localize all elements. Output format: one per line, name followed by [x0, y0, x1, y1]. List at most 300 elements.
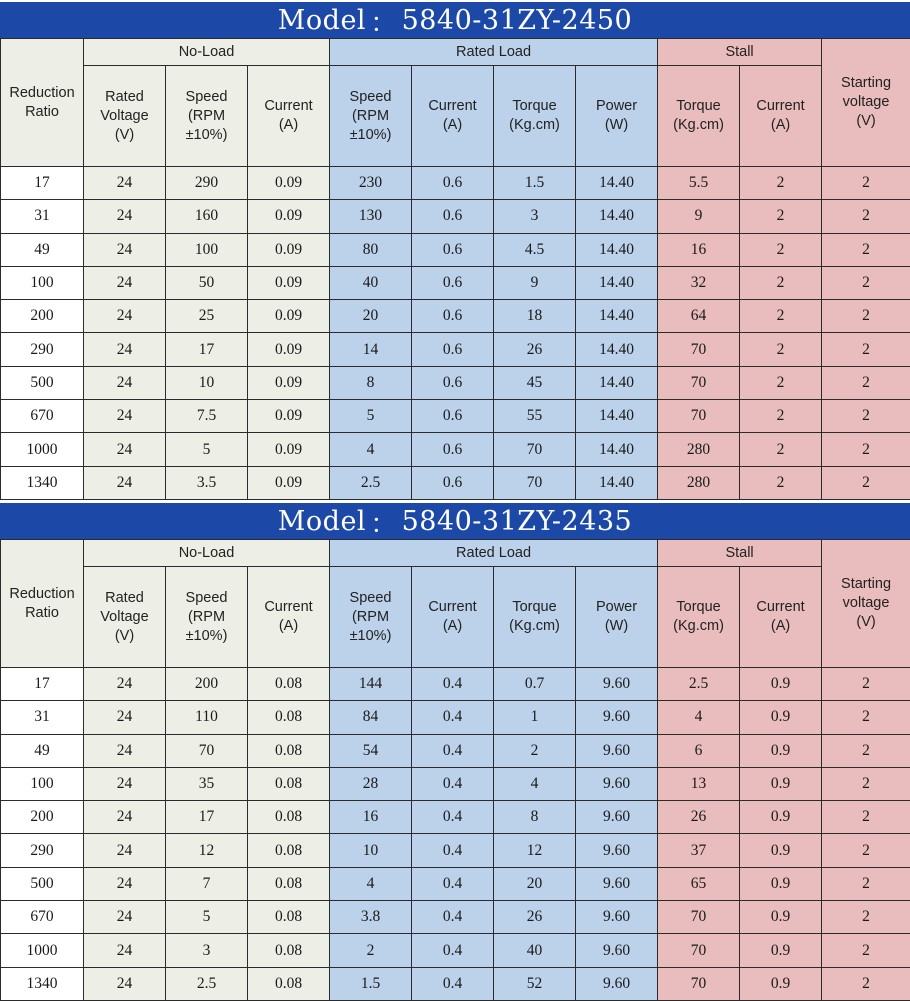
- table-cell: 24: [84, 901, 166, 934]
- table-cell: 0.4: [412, 867, 494, 900]
- table-cell: 0.9: [740, 701, 822, 734]
- table-row: [1, 200, 910, 233]
- table-cell: 0.08: [248, 734, 330, 767]
- header-column-line: ±10%): [350, 628, 392, 644]
- header-column: [740, 66, 822, 167]
- table-cell: 0.4: [412, 967, 494, 1000]
- table-cell: 4: [494, 767, 576, 800]
- table-cell: 24: [84, 734, 166, 767]
- table-cell: 110: [166, 701, 248, 734]
- header-column: [248, 66, 330, 167]
- table-cell: 0.09: [248, 233, 330, 266]
- table-cell: 9: [658, 200, 740, 233]
- table-cell: 2: [822, 200, 910, 233]
- table-cell: 0.6: [412, 200, 494, 233]
- header-starting-voltage-line: (V): [856, 614, 875, 630]
- header-column: [412, 66, 494, 167]
- header-column-line: (W): [605, 117, 628, 133]
- table-cell: 200: [1, 801, 84, 834]
- table-cell: 2.5: [166, 967, 248, 1000]
- table-cell: 13: [658, 767, 740, 800]
- spec-table: [0, 38, 910, 500]
- table-cell: 0.08: [248, 967, 330, 1000]
- table-cell: 12: [166, 834, 248, 867]
- table-cell: 2: [822, 834, 910, 867]
- table-cell: 80: [330, 233, 412, 266]
- table-cell: 0.6: [412, 233, 494, 266]
- table-cell: 4.5: [494, 233, 576, 266]
- table-cell: 0.4: [412, 668, 494, 701]
- table-cell: 0.08: [248, 867, 330, 900]
- header-starting-voltage-line: Starting: [841, 75, 891, 91]
- table-cell: 9.60: [576, 967, 658, 1000]
- header-group-no-load: No-Load: [84, 540, 330, 567]
- header-starting-voltage: [822, 540, 910, 668]
- table-cell: 7: [166, 867, 248, 900]
- table-row: [1, 801, 910, 834]
- table-cell: 0.09: [248, 466, 330, 499]
- table-cell: 9.60: [576, 767, 658, 800]
- header-reduction-ratio-line: Reduction: [9, 85, 74, 101]
- table-cell: 2: [822, 801, 910, 834]
- header-column: [576, 567, 658, 668]
- table-cell: 64: [658, 300, 740, 333]
- table-cell: 31: [1, 701, 84, 734]
- header-column: [412, 567, 494, 668]
- header-column: [166, 567, 248, 668]
- table-cell: 144: [330, 668, 412, 701]
- table-cell: 0.09: [248, 167, 330, 200]
- table-cell: 2: [740, 400, 822, 433]
- header-group-stall: Stall: [658, 540, 822, 567]
- table-cell: 24: [84, 701, 166, 734]
- header-column-line: Current: [428, 599, 476, 615]
- header-column: [248, 567, 330, 668]
- table-cell: 37: [658, 834, 740, 867]
- header-column-line: ±10%): [350, 127, 392, 143]
- table-cell: 25: [166, 300, 248, 333]
- table-cell: 3: [494, 200, 576, 233]
- table-cell: 24: [84, 400, 166, 433]
- header-reduction-ratio: [1, 540, 84, 668]
- table-cell: 0.7: [494, 668, 576, 701]
- table-cell: 20: [330, 300, 412, 333]
- table-cell: 14.40: [576, 400, 658, 433]
- table-row: [1, 400, 910, 433]
- table-row: [1, 167, 910, 200]
- table-cell: 14.40: [576, 200, 658, 233]
- table-cell: 35: [166, 767, 248, 800]
- table-cell: 24: [84, 967, 166, 1000]
- header-column: [740, 567, 822, 668]
- table-cell: 14.40: [576, 466, 658, 499]
- header-column-line: Rated: [105, 590, 144, 606]
- table-cell: 14.40: [576, 333, 658, 366]
- table-cell: 5: [330, 400, 412, 433]
- table-cell: 52: [494, 967, 576, 1000]
- table-cell: 2: [822, 701, 910, 734]
- table-cell: 230: [330, 167, 412, 200]
- table-cell: 290: [166, 167, 248, 200]
- table-cell: 1340: [1, 967, 84, 1000]
- table-cell: 26: [658, 801, 740, 834]
- table-cell: 2: [740, 366, 822, 399]
- table-row: [1, 668, 910, 701]
- table-cell: 16: [330, 801, 412, 834]
- table-cell: 290: [1, 333, 84, 366]
- table-cell: 24: [84, 934, 166, 967]
- table-cell: 7.5: [166, 400, 248, 433]
- header-column-line: Speed: [186, 89, 228, 105]
- table-row: [1, 834, 910, 867]
- model-label: Model: [278, 506, 366, 537]
- header-column-line: Power: [596, 98, 637, 114]
- table-cell: 290: [1, 834, 84, 867]
- header-column: [658, 567, 740, 668]
- table-cell: 0.09: [248, 433, 330, 466]
- header-column-line: (RPM: [188, 609, 225, 625]
- table-cell: 0.9: [740, 834, 822, 867]
- table-cell: 0.4: [412, 834, 494, 867]
- header-column-line: Current: [756, 98, 804, 114]
- table-cell: 0.6: [412, 300, 494, 333]
- header-column-line: Speed: [186, 590, 228, 606]
- table-cell: 70: [494, 433, 576, 466]
- header-group-no-load: No-Load: [84, 39, 330, 66]
- header-column-line: Speed: [350, 89, 392, 105]
- table-cell: 14.40: [576, 167, 658, 200]
- table-cell: 17: [166, 801, 248, 834]
- table-row: [1, 433, 910, 466]
- table-cell: 280: [658, 466, 740, 499]
- header-column-line: Torque: [676, 98, 720, 114]
- table-cell: 12: [494, 834, 576, 867]
- header-column: [330, 66, 412, 167]
- header-column-line: (A): [771, 618, 790, 634]
- spec-table: [0, 539, 910, 1001]
- header-column: [658, 66, 740, 167]
- header-column-row: [1, 66, 910, 167]
- header-column-line: Power: [596, 599, 637, 615]
- table-cell: 2.5: [658, 668, 740, 701]
- table-cell: 0.09: [248, 366, 330, 399]
- table-cell: 2: [822, 767, 910, 800]
- table-cell: 4: [330, 433, 412, 466]
- header-reduction-ratio-line: Reduction: [9, 586, 74, 602]
- table-cell: 5: [166, 433, 248, 466]
- table-cell: 55: [494, 400, 576, 433]
- table-cell: 24: [84, 233, 166, 266]
- table-cell: 0.08: [248, 767, 330, 800]
- table-cell: 70: [658, 366, 740, 399]
- header-column-line: (Kg.cm): [673, 618, 724, 634]
- table-cell: 24: [84, 767, 166, 800]
- header-column-line: (A): [279, 117, 298, 133]
- table-cell: 100: [1, 266, 84, 299]
- table-cell: 9.60: [576, 834, 658, 867]
- table-cell: 40: [494, 934, 576, 967]
- table-cell: 1000: [1, 934, 84, 967]
- table-cell: 26: [494, 333, 576, 366]
- table-cell: 70: [494, 466, 576, 499]
- table-cell: 0.6: [412, 366, 494, 399]
- table-row: [1, 701, 910, 734]
- table-cell: 70: [658, 901, 740, 934]
- table-cell: 3: [166, 934, 248, 967]
- table-cell: 0.08: [248, 934, 330, 967]
- model-separator: ：: [370, 1, 398, 40]
- header-column-line: (Kg.cm): [673, 117, 724, 133]
- table-cell: 0.6: [412, 333, 494, 366]
- table-row: [1, 967, 910, 1000]
- table-cell: 500: [1, 867, 84, 900]
- header-starting-voltage: [822, 39, 910, 167]
- table-row: [1, 767, 910, 800]
- table-cell: 0.09: [248, 300, 330, 333]
- table-cell: 0.08: [248, 901, 330, 934]
- table-cell: 2: [740, 333, 822, 366]
- model-number: 5840-31ZY-2435: [402, 506, 633, 537]
- table-cell: 2: [822, 266, 910, 299]
- table-row: [1, 300, 910, 333]
- table-cell: 0.08: [248, 701, 330, 734]
- table-cell: 2: [822, 934, 910, 967]
- table-cell: 0.4: [412, 801, 494, 834]
- table-cell: 70: [658, 400, 740, 433]
- header-column-line: Voltage: [100, 609, 148, 625]
- table-row: [1, 901, 910, 934]
- table-cell: 9.60: [576, 701, 658, 734]
- table-cell: 9.60: [576, 734, 658, 767]
- table-cell: 8: [330, 366, 412, 399]
- table-cell: 24: [84, 834, 166, 867]
- table-cell: 0.4: [412, 734, 494, 767]
- header-group-rated-load: Rated Load: [330, 540, 658, 567]
- table-cell: 6: [658, 734, 740, 767]
- header-starting-voltage-line: voltage: [843, 595, 890, 611]
- table-cell: 2: [822, 167, 910, 200]
- model-title: [0, 2, 910, 38]
- table-cell: 0.4: [412, 934, 494, 967]
- table-cell: 5.5: [658, 167, 740, 200]
- table-cell: 0.08: [248, 801, 330, 834]
- table-cell: 1000: [1, 433, 84, 466]
- table-cell: 1.5: [330, 967, 412, 1000]
- table-cell: 10: [166, 366, 248, 399]
- table-cell: 14.40: [576, 433, 658, 466]
- header-column-line: (A): [443, 618, 462, 634]
- table-cell: 2: [822, 867, 910, 900]
- table-cell: 5: [166, 901, 248, 934]
- header-column-line: (A): [443, 117, 462, 133]
- spec-block-1: [0, 2, 910, 500]
- table-cell: 16: [658, 233, 740, 266]
- table-cell: 0.09: [248, 400, 330, 433]
- table-cell: 70: [658, 967, 740, 1000]
- table-cell: 0.9: [740, 668, 822, 701]
- table-cell: 24: [84, 300, 166, 333]
- header-column-line: (V): [115, 127, 134, 143]
- header-column-line: (A): [279, 618, 298, 634]
- table-row: [1, 867, 910, 900]
- table-row: [1, 366, 910, 399]
- header-column: [330, 567, 412, 668]
- table-cell: 2: [822, 967, 910, 1000]
- table-cell: 100: [1, 767, 84, 800]
- header-column-line: Current: [264, 98, 312, 114]
- table-cell: 24: [84, 867, 166, 900]
- table-cell: 14.40: [576, 300, 658, 333]
- header-column: [494, 567, 576, 668]
- header-column-line: (W): [605, 618, 628, 634]
- header-reduction-ratio-line: Ratio: [25, 104, 59, 120]
- header-group-rated-load: Rated Load: [330, 39, 658, 66]
- table-cell: 45: [494, 366, 576, 399]
- table-cell: 0.4: [412, 901, 494, 934]
- table-row: [1, 734, 910, 767]
- table-cell: 2: [740, 200, 822, 233]
- header-column-line: Voltage: [100, 108, 148, 124]
- table-cell: 31: [1, 200, 84, 233]
- table-cell: 130: [330, 200, 412, 233]
- table-cell: 32: [658, 266, 740, 299]
- table-cell: 1: [494, 701, 576, 734]
- header-column-line: Torque: [676, 599, 720, 615]
- table-cell: 9.60: [576, 901, 658, 934]
- table-cell: 14.40: [576, 366, 658, 399]
- table-cell: 0.4: [412, 767, 494, 800]
- table-cell: 2: [822, 734, 910, 767]
- table-cell: 0.9: [740, 934, 822, 967]
- table-cell: 2: [330, 934, 412, 967]
- table-cell: 0.9: [740, 901, 822, 934]
- table-cell: 2: [822, 233, 910, 266]
- table-cell: 70: [166, 734, 248, 767]
- table-cell: 0.6: [412, 466, 494, 499]
- table-cell: 2: [740, 433, 822, 466]
- table-row: [1, 233, 910, 266]
- header-group-stall: Stall: [658, 39, 822, 66]
- table-row: [1, 934, 910, 967]
- table-cell: 24: [84, 466, 166, 499]
- header-column-line: Current: [428, 98, 476, 114]
- table-cell: 28: [330, 767, 412, 800]
- table-cell: 2: [822, 433, 910, 466]
- table-cell: 24: [84, 433, 166, 466]
- table-cell: 2: [822, 333, 910, 366]
- header-column-line: (Kg.cm): [509, 117, 560, 133]
- header-column-line: (V): [115, 628, 134, 644]
- header-starting-voltage-line: (V): [856, 113, 875, 129]
- header-reduction-ratio-line: Ratio: [25, 605, 59, 621]
- header-column-line: (A): [771, 117, 790, 133]
- table-cell: 0.09: [248, 266, 330, 299]
- table-cell: 70: [658, 333, 740, 366]
- table-cell: 2: [740, 266, 822, 299]
- table-cell: 0.9: [740, 734, 822, 767]
- table-cell: 17: [1, 668, 84, 701]
- header-column-line: ±10%): [186, 628, 228, 644]
- header-column: [84, 66, 166, 167]
- table-cell: 2: [822, 400, 910, 433]
- table-cell: 0.4: [412, 701, 494, 734]
- header-column-row: [1, 567, 910, 668]
- header-reduction-ratio: [1, 39, 84, 167]
- table-cell: 280: [658, 433, 740, 466]
- table-cell: 24: [84, 333, 166, 366]
- table-cell: 8: [494, 801, 576, 834]
- table-cell: 200: [166, 668, 248, 701]
- table-cell: 26: [494, 901, 576, 934]
- table-row: [1, 266, 910, 299]
- table-cell: 54: [330, 734, 412, 767]
- header-column-line: (RPM: [352, 609, 389, 625]
- table-cell: 0.9: [740, 767, 822, 800]
- header-column: [166, 66, 248, 167]
- header-starting-voltage-line: Starting: [841, 576, 891, 592]
- table-cell: 2: [740, 466, 822, 499]
- table-cell: 24: [84, 668, 166, 701]
- table-cell: 670: [1, 400, 84, 433]
- table-cell: 2.5: [330, 466, 412, 499]
- table-cell: 2: [740, 233, 822, 266]
- table-cell: 9.60: [576, 801, 658, 834]
- table-cell: 200: [1, 300, 84, 333]
- table-cell: 9: [494, 266, 576, 299]
- table-cell: 0.08: [248, 668, 330, 701]
- header-starting-voltage-line: voltage: [843, 94, 890, 110]
- table-cell: 49: [1, 734, 84, 767]
- table-cell: 14.40: [576, 233, 658, 266]
- spec-block-2: [0, 503, 910, 1001]
- header-column-line: (Kg.cm): [509, 618, 560, 634]
- model-label: Model: [278, 5, 366, 36]
- table-cell: 0.6: [412, 433, 494, 466]
- header-column-line: Torque: [512, 98, 556, 114]
- table-cell: 24: [84, 366, 166, 399]
- table-cell: 2: [740, 300, 822, 333]
- table-cell: 70: [658, 934, 740, 967]
- table-cell: 2: [740, 167, 822, 200]
- table-cell: 0.9: [740, 967, 822, 1000]
- model-title: [0, 503, 910, 539]
- table-cell: 24: [84, 266, 166, 299]
- table-cell: 3.5: [166, 466, 248, 499]
- header-column-line: (RPM: [352, 108, 389, 124]
- table-cell: 2: [822, 901, 910, 934]
- table-cell: 50: [166, 266, 248, 299]
- table-cell: 24: [84, 200, 166, 233]
- table-cell: 2: [822, 366, 910, 399]
- table-cell: 9.60: [576, 867, 658, 900]
- table-cell: 0.09: [248, 200, 330, 233]
- table-cell: 0.09: [248, 333, 330, 366]
- table-cell: 40: [330, 266, 412, 299]
- header-column-line: (RPM: [188, 108, 225, 124]
- header-column-line: ±10%): [186, 127, 228, 143]
- table-cell: 14: [330, 333, 412, 366]
- table-cell: 24: [84, 167, 166, 200]
- table-row: [1, 466, 910, 499]
- table-cell: 0.9: [740, 801, 822, 834]
- table-cell: 0.6: [412, 167, 494, 200]
- header-column-line: Rated: [105, 89, 144, 105]
- table-cell: 1.5: [494, 167, 576, 200]
- table-cell: 20: [494, 867, 576, 900]
- header-column-line: Current: [264, 599, 312, 615]
- table-cell: 9.60: [576, 668, 658, 701]
- table-cell: 49: [1, 233, 84, 266]
